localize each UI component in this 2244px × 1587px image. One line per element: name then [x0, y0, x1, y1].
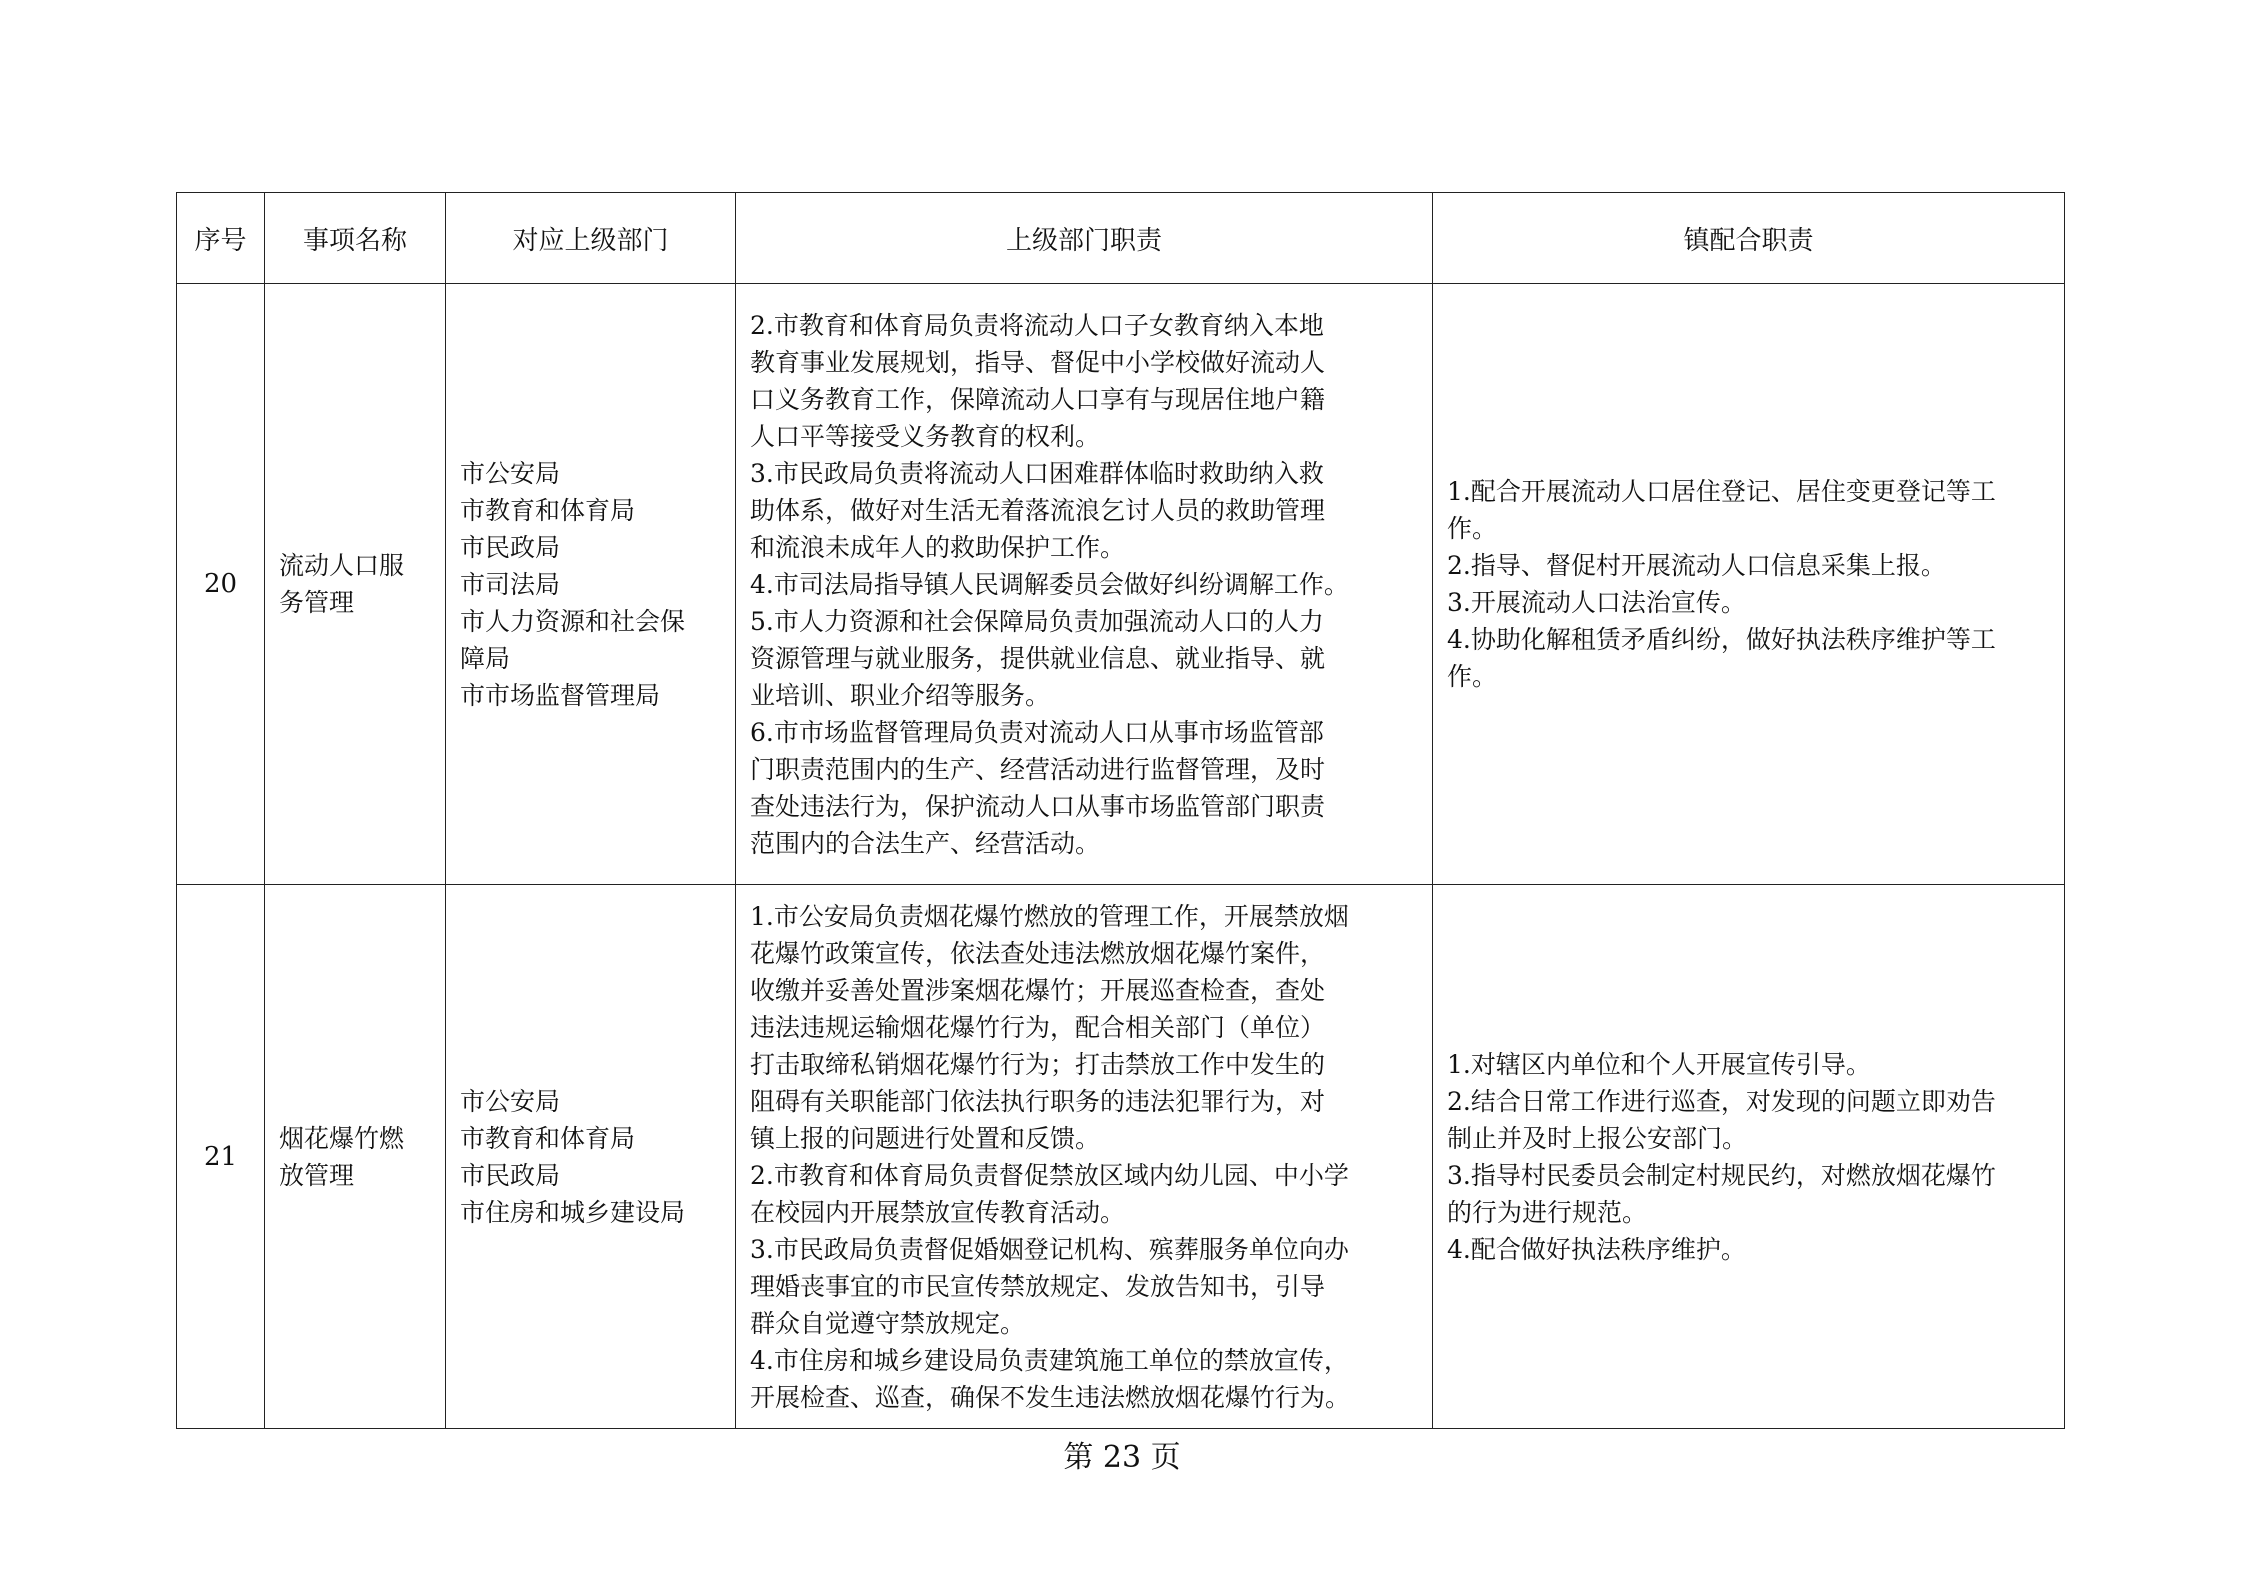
town-duty-line: 1.对辖区内单位和个人开展宣传引导。 [1447, 1049, 1871, 1079]
town-duty-line: 2.指导、督促村开展流动人口信息采集上报。 [1447, 551, 1946, 580]
town-duty-line: 3.指导村民委员会制定村规民约，对燃放烟花爆竹 [1447, 1160, 1996, 1190]
row-serial: 20 [177, 284, 265, 885]
dept-line: 市民政局 [460, 532, 561, 562]
table-row [177, 885, 2065, 1429]
header-serial: 序号 [177, 193, 265, 284]
dept-line: 市住房和城乡建设局 [460, 1197, 686, 1227]
responsibility-table [176, 192, 2065, 1429]
row-item-name [265, 284, 446, 885]
duty-line: 2.市教育和体育局负责将流动人口子女教育纳入本地 [750, 310, 1324, 340]
duty-line: 3.市民政局负责将流动人口困难群体临时救助纳入救 [750, 458, 1324, 488]
row-superior-depts [446, 885, 736, 1429]
duty-line: 开展检查、巡查，确保不发生违法燃放烟花爆竹行为。 [750, 1382, 1351, 1412]
table-header-row [177, 193, 2065, 284]
duty-line: 花爆竹政策宣传，依法查处违法燃放烟花爆竹案件， [750, 938, 1326, 968]
row-item-name [265, 885, 446, 1429]
row-superior-depts [446, 284, 736, 885]
duty-line: 群众自觉遵守禁放规定。 [750, 1308, 1026, 1338]
row-serial: 21 [177, 885, 265, 1429]
duty-line: 在校园内开展禁放宣传教育活动。 [750, 1197, 1126, 1227]
dept-line: 市公安局 [460, 1086, 561, 1116]
row-superior-duties [736, 284, 1433, 885]
header-superior-dept: 对应上级部门 [446, 193, 736, 284]
dept-line: 市市场监督管理局 [460, 680, 661, 710]
duty-line: 2.市教育和体育局负责督促禁放区域内幼儿园、中小学 [750, 1160, 1349, 1190]
dept-line: 市司法局 [460, 569, 561, 599]
town-duty-line: 4.配合做好执法秩序维护。 [1447, 1234, 1746, 1264]
duty-line: 镇上报的问题进行处置和反馈。 [750, 1123, 1101, 1153]
duty-line: 理婚丧事宜的市民宣传禁放规定、发放告知书，引导 [750, 1271, 1326, 1301]
town-duty-line: 的行为进行规范。 [1447, 1197, 1648, 1227]
duty-line: 3.市民政局负责督促婚姻登记机构、殡葬服务单位向办 [750, 1234, 1349, 1264]
duty-line: 阻碍有关职能部门依法执行职务的违法犯罪行为，对 [750, 1086, 1326, 1116]
duty-line: 人口平等接受义务教育的权利。 [750, 421, 1101, 451]
table-row [177, 284, 2065, 885]
item-name-line: 烟花爆竹燃 [279, 1123, 405, 1153]
dept-line: 市民政局 [460, 1160, 561, 1190]
town-duty-line: 作。 [1447, 662, 1498, 691]
duty-line: 资源管理与就业服务，提供就业信息、就业指导、就 [750, 643, 1326, 673]
town-duty-line: 制止并及时上报公安部门。 [1447, 1123, 1748, 1153]
row-superior-duties [736, 885, 1433, 1429]
duty-line: 4.市住房和城乡建设局负责建筑施工单位的禁放宣传， [750, 1345, 1349, 1375]
duty-line: 违法违规运输烟花爆竹行为，配合相关部门（单位） [750, 1012, 1326, 1042]
duty-line: 门职责范围内的生产、经营活动进行监督管理，及时 [750, 754, 1326, 784]
town-duty-line: 3.开展流动人口法治宣传。 [1447, 588, 1746, 617]
dept-line: 障局 [460, 643, 511, 673]
town-duty-line: 4.协助化解租赁矛盾纠纷，做好执法秩序维护等工 [1447, 625, 1996, 654]
row-town-duties [1433, 284, 2065, 885]
duty-line: 教育事业发展规划，指导、督促中小学校做好流动人 [750, 347, 1326, 377]
town-duty-line: 1.配合开展流动人口居住登记、居住变更登记等工 [1447, 477, 1996, 506]
duty-line: 打击取缔私销烟花爆竹行为；打击禁放工作中发生的 [750, 1049, 1326, 1079]
responsibility-table-container [176, 192, 2064, 1429]
dept-line: 市教育和体育局 [460, 1123, 636, 1153]
duty-line: 6.市市场监督管理局负责对流动人口从事市场监管部 [750, 717, 1324, 747]
duty-line: 5.市人力资源和社会保障局负责加强流动人口的人力 [750, 606, 1324, 636]
duty-line: 收缴并妥善处置涉案烟花爆竹；开展巡查检查，查处 [750, 975, 1326, 1005]
town-duty-line: 作。 [1447, 514, 1498, 543]
duty-line: 4.市司法局指导镇人民调解委员会做好纠纷调解工作。 [750, 569, 1349, 599]
header-town-duties: 镇配合职责 [1433, 193, 2065, 284]
duty-line: 1.市公安局负责烟花爆竹燃放的管理工作，开展禁放烟 [750, 901, 1349, 931]
duty-line: 业培训、职业介绍等服务。 [750, 680, 1051, 710]
dept-line: 市教育和体育局 [460, 495, 636, 525]
item-name-line: 放管理 [279, 1160, 355, 1190]
duty-line: 口义务教育工作，保障流动人口享有与现居住地户籍 [750, 384, 1326, 414]
header-item-name: 事项名称 [265, 193, 446, 284]
town-duty-line: 2.结合日常工作进行巡查，对发现的问题立即劝告 [1447, 1086, 1996, 1116]
dept-line: 市人力资源和社会保 [460, 606, 686, 636]
page-number: 第 23 页 [1063, 1440, 1181, 1475]
item-name-line: 务管理 [279, 588, 355, 617]
dept-line: 市公安局 [460, 458, 561, 488]
duty-line: 范围内的合法生产、经营活动。 [750, 828, 1101, 858]
item-name-line: 流动人口服 [279, 551, 405, 580]
row-town-duties [1433, 885, 2065, 1429]
header-superior-duties: 上级部门职责 [736, 193, 1433, 284]
duty-line: 助体系，做好对生活无着落流浪乞讨人员的救助管理 [750, 495, 1326, 525]
duty-line: 和流浪未成年人的救助保护工作。 [750, 532, 1126, 562]
duty-line: 查处违法行为，保护流动人口从事市场监管部门职责 [750, 791, 1326, 821]
